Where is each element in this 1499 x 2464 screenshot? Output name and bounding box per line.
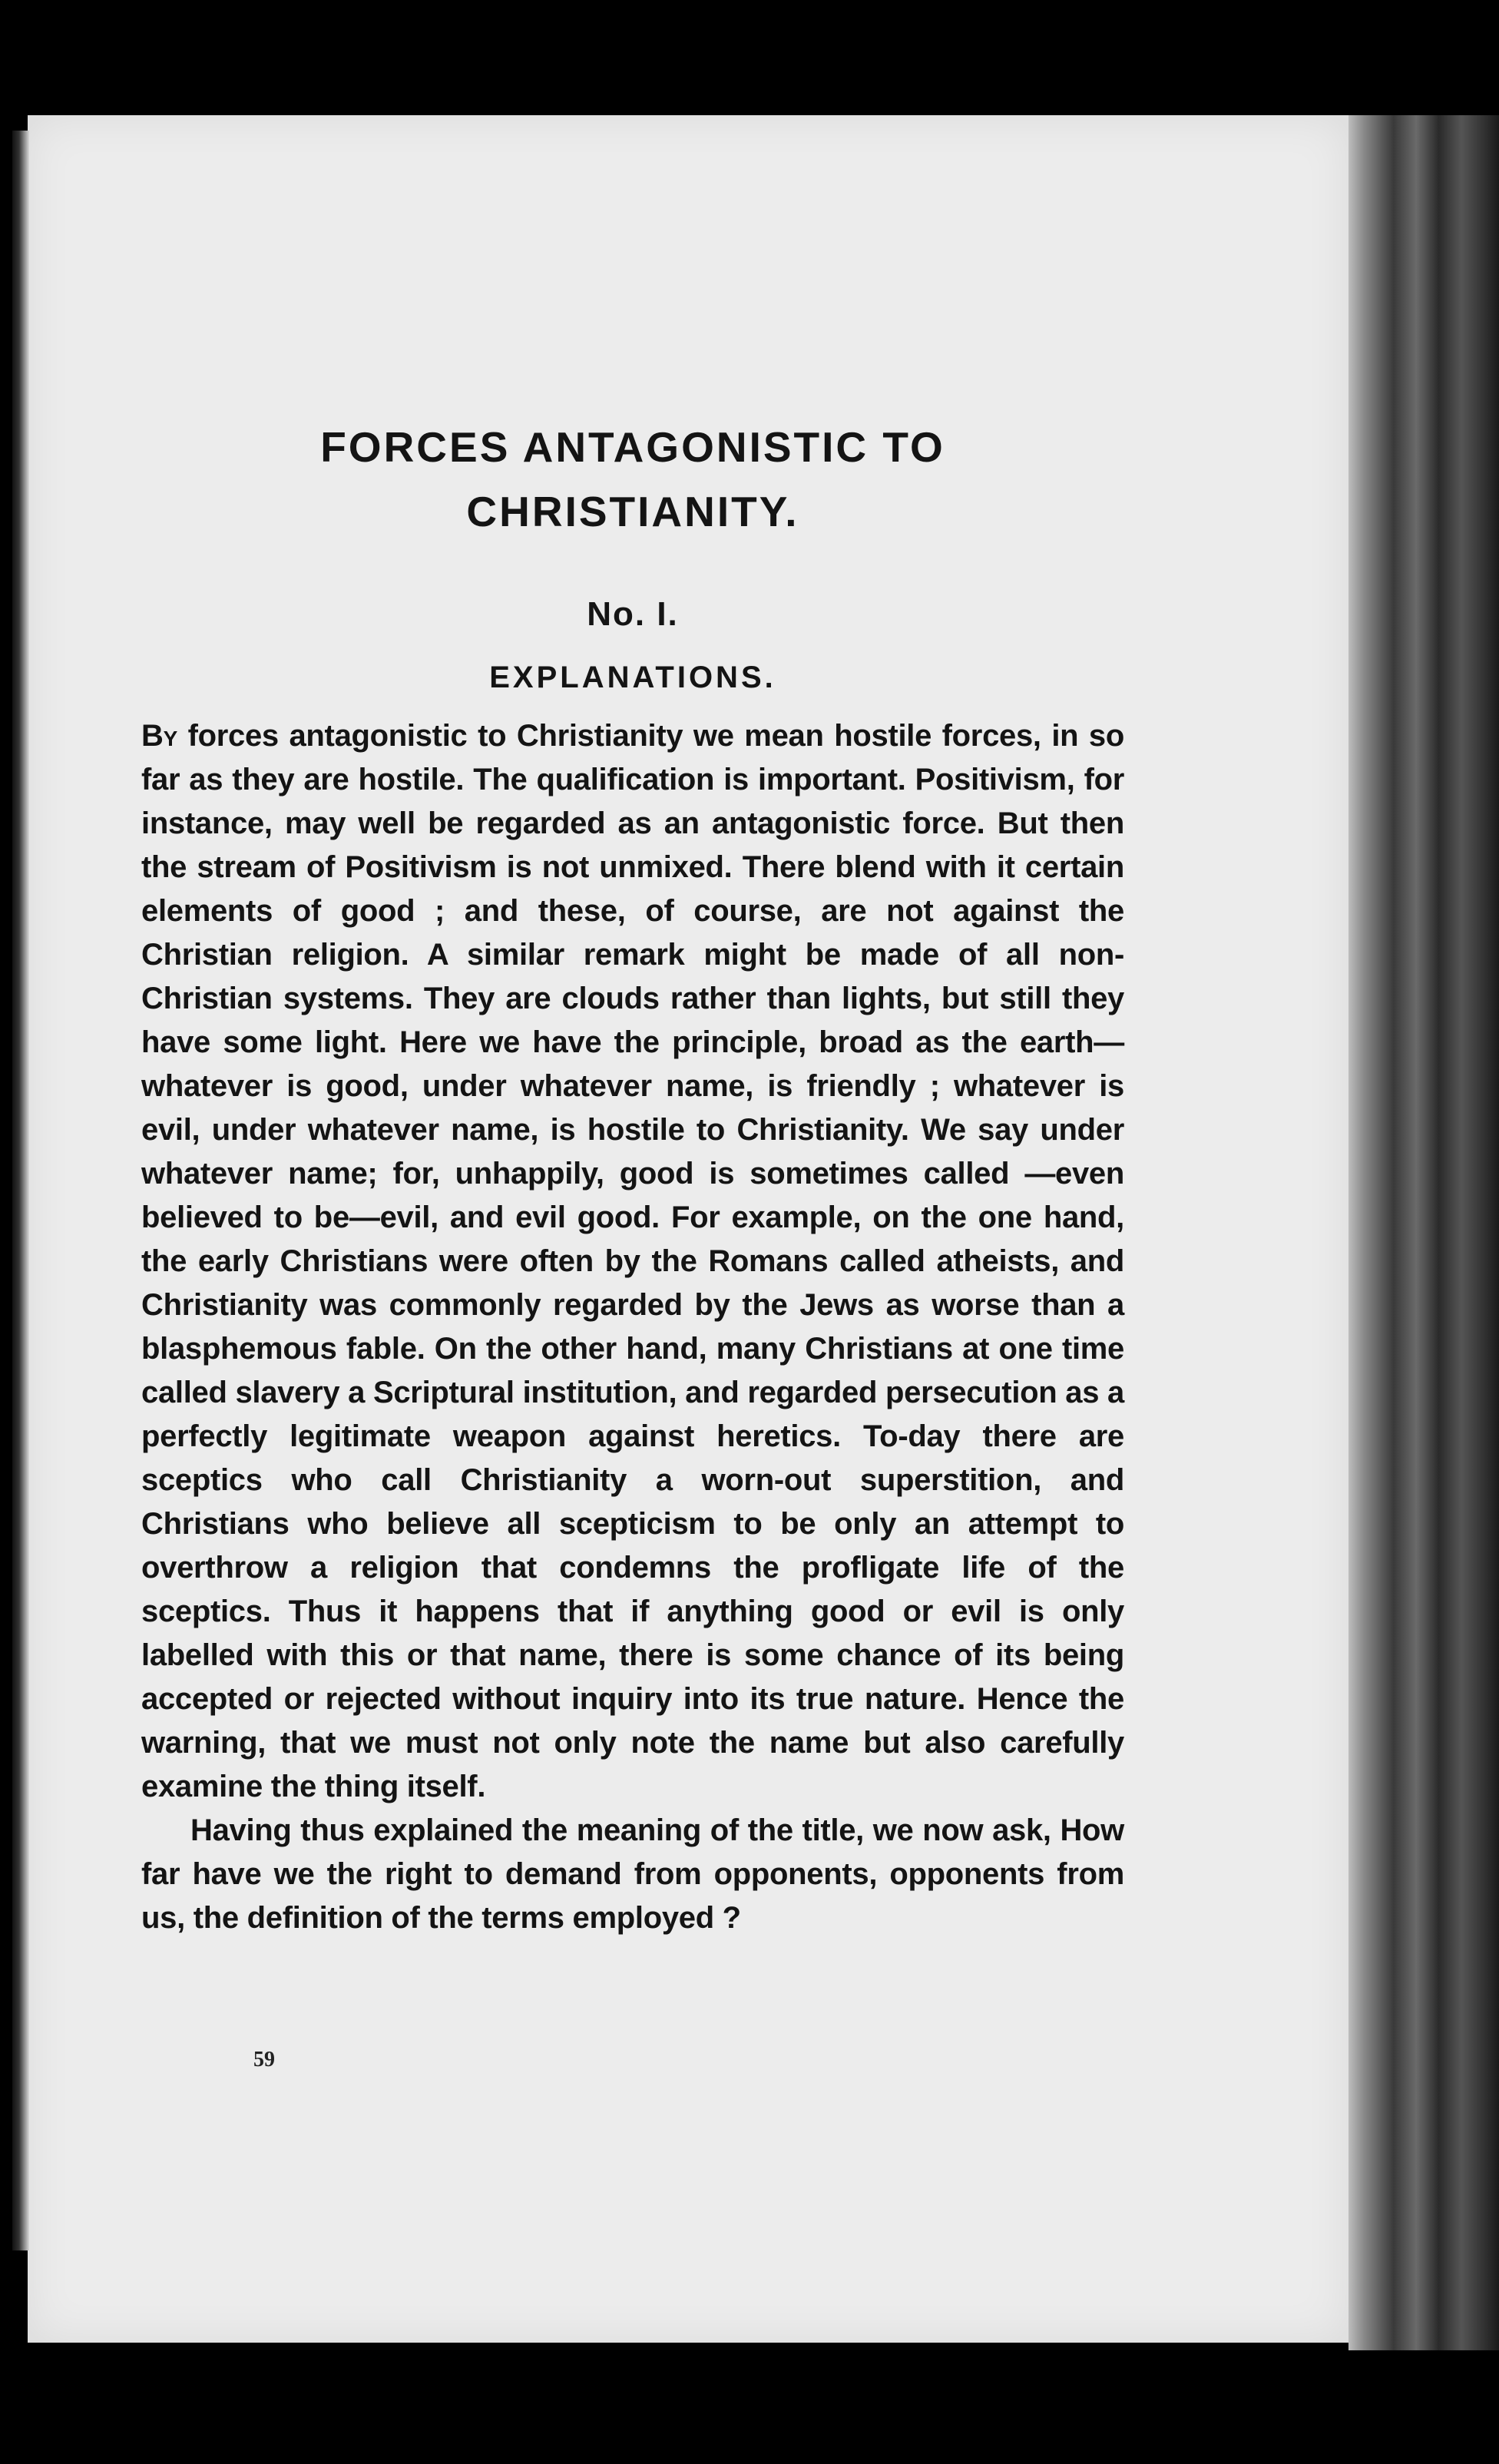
chapter-number: No. I. bbox=[587, 595, 679, 633]
paragraph-lead-word: By bbox=[141, 719, 177, 753]
scan-bottom-border bbox=[0, 2350, 1499, 2464]
chapter-title bbox=[141, 415, 1124, 544]
page-text bbox=[141, 415, 1124, 1940]
paragraph-1-text: forces antagonistic to Christianity we mean hostile forces, in so far as they are hostile. The qualification is important. Positivism, for instance, may well be regarded as an antagonistic force. But then the stream of Positivism is not unmixed. There blend with it certain elements of good ; and these, of course, are not against the Christian religion. A similar remark might be made of all non-Christian systems. They are clouds rather than lights, but still they have some light. Here we have the principle, broad as the earth—whatever is good, under whatever name, is friendly ; whatever is evil, under whatever name, is hostile to Christianity. We say under whatever name; for, unhappily, good is sometimes called —even believed to be—evil, and evil good. For example, on the one hand, the early Christians were often by the Romans called atheists, and Christianity was commonly regarded by the Jews as worse than a blasphemous fable. On the other hand, many Christians at one time called slavery a Scriptural institution, and regarded persecution as a perfectly legitimate weapon against heretics. To-day there are sceptics who call Christianity a worn-out superstition, and Christians who believe all scepticism to be only an attempt to overthrow a religion that condemns the profligate life of the sceptics. Thus it happens that if anything good or evil is only labelled with this or that name, there is some chance of its being accepted or rejected without inquiry into its true nature. Hence the warning, that we must not only note the name but also carefully examine the thing itself. bbox=[141, 719, 1124, 1803]
left-page-edge bbox=[12, 131, 29, 2250]
section-heading: EXPLANATIONS. bbox=[489, 661, 776, 694]
chapter-title-line-2: CHRISTIANITY. bbox=[466, 488, 799, 535]
chapter-title-line-1: FORCES ANTAGONISTIC TO bbox=[320, 423, 945, 471]
book-spine-edge bbox=[1348, 115, 1499, 2350]
body-paragraph-1 bbox=[141, 714, 1124, 1809]
body-paragraph-2: Having thus explained the meaning of the title, we now ask, How far have we the right to demand from opponents, opponents from us, the definition of the terms employed ? bbox=[141, 1813, 1124, 1935]
page-number: 59 bbox=[253, 2048, 275, 2072]
